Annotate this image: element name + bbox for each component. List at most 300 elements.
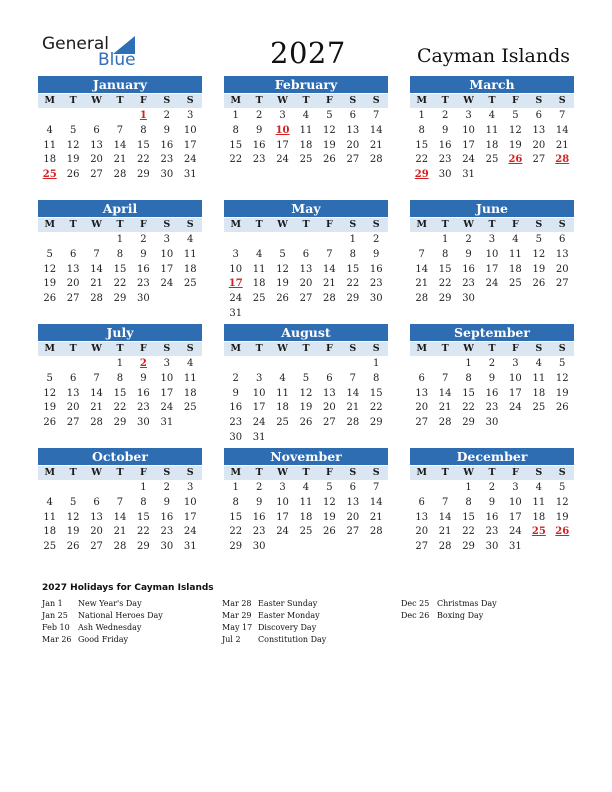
month-april — [38, 200, 202, 307]
day-grid — [410, 109, 574, 183]
day-cell: 17 — [160, 387, 174, 399]
weekday-label: F — [326, 95, 333, 106]
day-cell: 12 — [555, 372, 569, 384]
day-cell: 21 — [346, 402, 360, 414]
day-cell: 5 — [46, 248, 53, 260]
holiday-row — [222, 622, 326, 634]
day-cell: 28 — [90, 417, 103, 429]
day-cell: 14 — [555, 124, 569, 136]
empty-cell — [61, 109, 84, 124]
day-grid — [410, 233, 574, 307]
day-cell: 26 — [323, 526, 336, 538]
empty-cell — [271, 233, 294, 248]
day-cell: 22 — [113, 278, 127, 290]
day-cell: 24 — [276, 154, 289, 166]
weekday-label: T — [488, 467, 496, 478]
day-cell: 16 — [160, 511, 174, 523]
day-cell: 8 — [465, 496, 472, 508]
holiday-day: 10 — [275, 124, 290, 136]
day-cell: 14 — [369, 124, 383, 136]
weekday-header — [410, 342, 574, 356]
day-cell: 1 — [116, 358, 124, 369]
day-cell: 21 — [323, 278, 336, 290]
day-cell: 12 — [276, 263, 289, 275]
day-cell: 9 — [488, 496, 496, 508]
month-name: October — [38, 448, 202, 465]
weekday-label: T — [116, 95, 124, 106]
day-cell: 1 — [465, 482, 472, 493]
weekday-label: S — [558, 467, 566, 478]
day-cell: 7 — [349, 372, 356, 384]
day-cell: 25 — [276, 417, 289, 429]
month-february — [224, 76, 388, 168]
day-cell: 23 — [137, 402, 150, 414]
day-cell: 19 — [43, 278, 57, 290]
day-cell: 14 — [90, 263, 103, 275]
day-cell: 22 — [137, 526, 150, 538]
day-cell: 31 — [183, 541, 197, 553]
holiday-name: National Heroes Day — [78, 611, 163, 620]
day-cell: 30 — [137, 293, 150, 305]
day-cell: 18 — [299, 511, 313, 523]
day-cell: 6 — [93, 496, 100, 508]
month-name: November — [224, 448, 388, 465]
weekday-label: W — [463, 467, 474, 478]
empty-cell — [38, 109, 61, 124]
day-cell: 10 — [509, 372, 522, 384]
day-cell: 3 — [187, 482, 194, 493]
day-cell: 3 — [488, 234, 496, 245]
day-cell: 2 — [373, 234, 380, 245]
empty-cell — [247, 357, 270, 372]
holiday-name: Good Friday — [78, 635, 129, 644]
holiday-day: 25 — [531, 526, 546, 538]
weekday-label: T — [255, 219, 263, 230]
holiday-name: Easter Sunday — [258, 599, 318, 608]
day-cell: 4 — [46, 496, 53, 508]
day-cell: 11 — [299, 124, 313, 136]
day-cell: 11 — [43, 511, 57, 523]
day-cell: 18 — [485, 139, 499, 151]
day-cell: 3 — [232, 248, 239, 260]
day-cell: 25 — [183, 402, 197, 414]
day-cell: 15 — [137, 511, 150, 523]
day-cell: 9 — [255, 496, 263, 508]
weekday-label: W — [91, 343, 102, 354]
weekday-label: S — [372, 219, 380, 230]
day-cell: 31 — [229, 307, 243, 319]
month-june — [410, 200, 574, 307]
day-cell: 31 — [509, 541, 522, 553]
day-cell: 9 — [465, 248, 472, 260]
month-name: March — [410, 76, 574, 93]
weekday-label: M — [230, 467, 241, 478]
day-cell: 16 — [229, 402, 243, 414]
day-cell: 22 — [346, 278, 360, 290]
holiday-row — [401, 598, 497, 610]
day-cell: 8 — [116, 372, 124, 384]
day-cell: 13 — [90, 139, 103, 151]
day-cell: 30 — [137, 417, 150, 429]
day-cell: 22 — [415, 154, 429, 166]
day-cell: 20 — [66, 402, 80, 414]
day-cell: 29 — [229, 541, 243, 553]
day-cell: 16 — [137, 263, 150, 275]
day-cell: 15 — [438, 263, 452, 275]
day-cell: 21 — [90, 278, 103, 290]
holiday-row — [42, 598, 163, 610]
day-cell: 10 — [509, 496, 522, 508]
weekday-label: F — [140, 467, 147, 478]
day-cell: 16 — [252, 511, 266, 523]
weekday-label: T — [302, 467, 310, 478]
holiday-date: Feb 10 — [42, 623, 70, 632]
month-name: September — [410, 324, 574, 341]
weekday-label: S — [372, 343, 380, 354]
day-cell: 9 — [163, 496, 170, 508]
weekday-label: T — [441, 343, 449, 354]
weekday-label: F — [326, 467, 333, 478]
day-cell: 6 — [326, 372, 333, 384]
day-cell: 26 — [532, 278, 546, 290]
day-cell: 30 — [485, 541, 499, 553]
day-cell: 7 — [93, 372, 100, 384]
day-cell: 24 — [462, 154, 475, 166]
day-cell: 25 — [509, 278, 522, 290]
weekday-label: M — [44, 467, 55, 478]
weekday-label: S — [349, 95, 357, 106]
weekday-label: S — [535, 467, 543, 478]
day-cell: 11 — [183, 248, 197, 260]
day-cell: 26 — [43, 293, 57, 305]
weekday-label: F — [140, 343, 147, 354]
day-cell: 20 — [555, 263, 569, 275]
day-grid — [410, 481, 574, 555]
holiday-row — [42, 610, 163, 622]
day-cell: 22 — [113, 402, 127, 414]
empty-cell — [294, 357, 317, 372]
day-cell: 24 — [183, 526, 197, 538]
holiday-day: 26 — [508, 154, 523, 166]
weekday-label: M — [44, 343, 55, 354]
weekday-label: W — [463, 95, 474, 106]
day-cell: 30 — [438, 169, 452, 181]
empty-cell — [61, 357, 84, 372]
day-cell: 16 — [438, 139, 452, 151]
day-cell: 19 — [509, 139, 522, 151]
holiday-day: 17 — [228, 278, 243, 290]
weekday-label: F — [512, 95, 519, 106]
weekday-label: T — [488, 343, 496, 354]
day-cell: 27 — [66, 293, 80, 305]
weekday-label: T — [441, 467, 449, 478]
day-cell: 23 — [160, 154, 174, 166]
day-cell: 20 — [299, 278, 313, 290]
empty-cell — [341, 357, 364, 372]
empty-cell — [108, 109, 131, 124]
weekday-header — [224, 342, 388, 356]
day-cell: 2 — [255, 110, 263, 121]
day-cell: 24 — [252, 417, 266, 429]
empty-cell — [85, 357, 108, 372]
day-cell: 2 — [163, 482, 170, 493]
holiday-name: Boxing Day — [437, 611, 484, 620]
day-cell: 1 — [232, 110, 239, 121]
day-cell: 12 — [509, 124, 522, 136]
day-cell: 9 — [232, 387, 239, 399]
day-cell: 24 — [485, 278, 499, 290]
day-cell: 4 — [302, 110, 310, 121]
empty-cell — [61, 481, 84, 496]
weekday-label: S — [535, 219, 543, 230]
weekday-label: F — [326, 343, 333, 354]
day-cell: 27 — [90, 169, 103, 181]
weekday-header — [38, 218, 202, 232]
day-cell: 16 — [462, 263, 475, 275]
day-cell: 19 — [299, 402, 313, 414]
day-cell: 23 — [229, 417, 243, 429]
weekday-label: S — [186, 95, 194, 106]
empty-cell — [224, 233, 247, 248]
weekday-label: M — [230, 219, 241, 230]
day-cell: 20 — [415, 526, 429, 538]
day-cell: 13 — [323, 387, 336, 399]
day-cell: 1 — [373, 358, 380, 369]
day-cell: 21 — [438, 526, 452, 538]
day-cell: 4 — [512, 234, 519, 245]
weekday-label: T — [302, 95, 310, 106]
holiday-name: Constitution Day — [258, 635, 327, 644]
empty-cell — [410, 481, 433, 496]
day-cell: 29 — [137, 169, 150, 181]
day-cell: 19 — [43, 402, 57, 414]
day-cell: 10 — [160, 248, 174, 260]
weekday-header — [410, 218, 574, 232]
day-cell: 6 — [418, 372, 425, 384]
weekday-label: W — [277, 219, 288, 230]
day-cell: 11 — [509, 248, 522, 260]
day-cell: 30 — [160, 169, 174, 181]
day-cell: 30 — [485, 417, 499, 429]
day-cell: 4 — [255, 248, 263, 260]
holiday-name: Discovery Day — [258, 623, 317, 632]
day-cell: 19 — [66, 154, 80, 166]
day-cell: 17 — [183, 139, 197, 151]
day-cell: 27 — [346, 154, 360, 166]
day-cell: 17 — [509, 387, 522, 399]
logo-text-blue: Blue — [98, 50, 136, 70]
day-cell: 7 — [373, 482, 380, 493]
day-cell: 5 — [512, 110, 519, 121]
month-name: January — [38, 76, 202, 93]
day-cell: 26 — [66, 169, 80, 181]
day-cell: 23 — [369, 278, 383, 290]
day-cell: 6 — [69, 372, 77, 384]
weekday-label: S — [349, 219, 357, 230]
weekday-label: T — [116, 467, 124, 478]
holiday-column — [42, 598, 163, 646]
day-cell: 2 — [441, 110, 449, 121]
weekday-label: M — [44, 95, 55, 106]
day-cell: 9 — [163, 124, 170, 136]
day-cell: 18 — [276, 402, 289, 414]
day-cell: 27 — [415, 541, 429, 553]
day-cell: 27 — [346, 526, 360, 538]
day-cell: 9 — [140, 248, 147, 260]
holiday-row — [222, 598, 326, 610]
day-cell: 18 — [532, 387, 546, 399]
day-cell: 17 — [252, 402, 266, 414]
day-cell: 24 — [160, 402, 174, 414]
holidays-title: 2027 Holidays for Cayman Islands — [42, 583, 214, 593]
day-cell: 9 — [255, 124, 263, 136]
day-cell: 12 — [43, 387, 57, 399]
day-cell: 27 — [66, 417, 80, 429]
day-cell: 3 — [512, 482, 519, 493]
weekday-header — [224, 218, 388, 232]
day-cell: 11 — [299, 496, 313, 508]
day-cell: 13 — [532, 124, 546, 136]
day-cell: 6 — [559, 234, 566, 245]
day-cell: 18 — [183, 387, 197, 399]
day-cell: 14 — [438, 511, 452, 523]
day-cell: 15 — [137, 139, 150, 151]
month-name: December — [410, 448, 574, 465]
empty-cell — [38, 233, 61, 248]
day-cell: 24 — [183, 154, 197, 166]
day-cell: 8 — [140, 124, 147, 136]
weekday-header — [410, 466, 574, 480]
day-cell: 12 — [66, 139, 80, 151]
day-cell: 12 — [43, 263, 57, 275]
day-cell: 22 — [462, 402, 475, 414]
day-cell: 21 — [369, 139, 383, 151]
day-cell: 1 — [465, 358, 472, 369]
day-cell: 18 — [509, 263, 522, 275]
day-cell: 9 — [441, 124, 449, 136]
day-cell: 12 — [555, 496, 569, 508]
day-cell: 12 — [323, 496, 336, 508]
holiday-column — [401, 598, 497, 622]
weekday-label: T — [116, 343, 124, 354]
day-grid — [38, 481, 202, 555]
day-cell: 1 — [441, 234, 449, 245]
weekday-label: T — [69, 95, 77, 106]
day-cell: 25 — [252, 293, 266, 305]
day-grid — [38, 357, 202, 431]
day-cell: 28 — [90, 293, 103, 305]
day-cell: 14 — [113, 139, 127, 151]
month-name: June — [410, 200, 574, 217]
holiday-day: 26 — [555, 526, 570, 538]
day-cell: 13 — [346, 496, 360, 508]
day-cell: 27 — [555, 278, 569, 290]
holiday-date: Jan 25 — [42, 611, 68, 620]
day-cell: 7 — [116, 124, 124, 136]
day-cell: 12 — [323, 124, 336, 136]
weekday-label: F — [512, 343, 519, 354]
day-cell: 17 — [485, 263, 499, 275]
day-cell: 28 — [369, 154, 383, 166]
day-cell: 4 — [302, 482, 310, 493]
day-cell: 23 — [485, 526, 499, 538]
day-grid — [410, 357, 574, 431]
day-cell: 3 — [279, 482, 286, 493]
day-cell: 21 — [438, 402, 452, 414]
day-cell: 8 — [116, 248, 124, 260]
holiday-date: Jan 1 — [42, 599, 63, 608]
day-cell: 10 — [183, 496, 197, 508]
weekday-label: M — [416, 343, 427, 354]
day-cell: 24 — [160, 278, 174, 290]
day-cell: 26 — [555, 402, 569, 414]
day-cell: 23 — [252, 526, 266, 538]
weekday-label: T — [69, 467, 77, 478]
weekday-label: S — [558, 95, 566, 106]
empty-cell — [410, 233, 433, 248]
day-cell: 6 — [302, 248, 310, 260]
day-cell: 9 — [140, 372, 147, 384]
day-cell: 5 — [279, 248, 286, 260]
holiday-day: 25 — [42, 169, 57, 181]
day-cell: 2 — [163, 110, 170, 121]
day-cell: 6 — [418, 496, 425, 508]
day-cell: 21 — [90, 402, 103, 414]
day-cell: 14 — [369, 496, 383, 508]
day-cell: 8 — [140, 496, 147, 508]
day-cell: 7 — [116, 496, 124, 508]
day-cell: 8 — [232, 124, 239, 136]
day-cell: 13 — [66, 263, 80, 275]
day-cell: 31 — [183, 169, 197, 181]
day-cell: 25 — [532, 402, 546, 414]
empty-cell — [318, 357, 341, 372]
weekday-label: S — [372, 95, 380, 106]
day-cell: 22 — [462, 526, 475, 538]
day-cell: 29 — [137, 541, 150, 553]
day-cell: 19 — [555, 511, 569, 523]
day-cell: 29 — [113, 417, 127, 429]
weekday-label: S — [163, 467, 171, 478]
day-cell: 2 — [488, 358, 496, 369]
day-cell: 19 — [66, 526, 80, 538]
month-name: April — [38, 200, 202, 217]
day-grid — [224, 357, 388, 446]
day-cell: 22 — [137, 154, 150, 166]
holiday-day: 1 — [139, 110, 147, 121]
holiday-day: 29 — [414, 169, 429, 181]
weekday-label: M — [230, 95, 241, 106]
day-cell: 3 — [279, 110, 286, 121]
weekday-label: T — [255, 95, 263, 106]
day-cell: 30 — [252, 541, 266, 553]
day-cell: 5 — [46, 372, 53, 384]
month-may — [224, 200, 388, 322]
weekday-label: S — [349, 343, 357, 354]
day-cell: 22 — [438, 278, 452, 290]
empty-cell — [85, 481, 108, 496]
day-cell: 16 — [485, 511, 499, 523]
day-cell: 29 — [438, 293, 452, 305]
weekday-label: S — [186, 467, 194, 478]
day-cell: 21 — [113, 526, 127, 538]
day-cell: 17 — [509, 511, 522, 523]
day-cell: 15 — [229, 511, 243, 523]
day-cell: 24 — [229, 293, 243, 305]
weekday-label: S — [535, 95, 543, 106]
day-cell: 8 — [349, 248, 356, 260]
day-cell: 16 — [369, 263, 383, 275]
